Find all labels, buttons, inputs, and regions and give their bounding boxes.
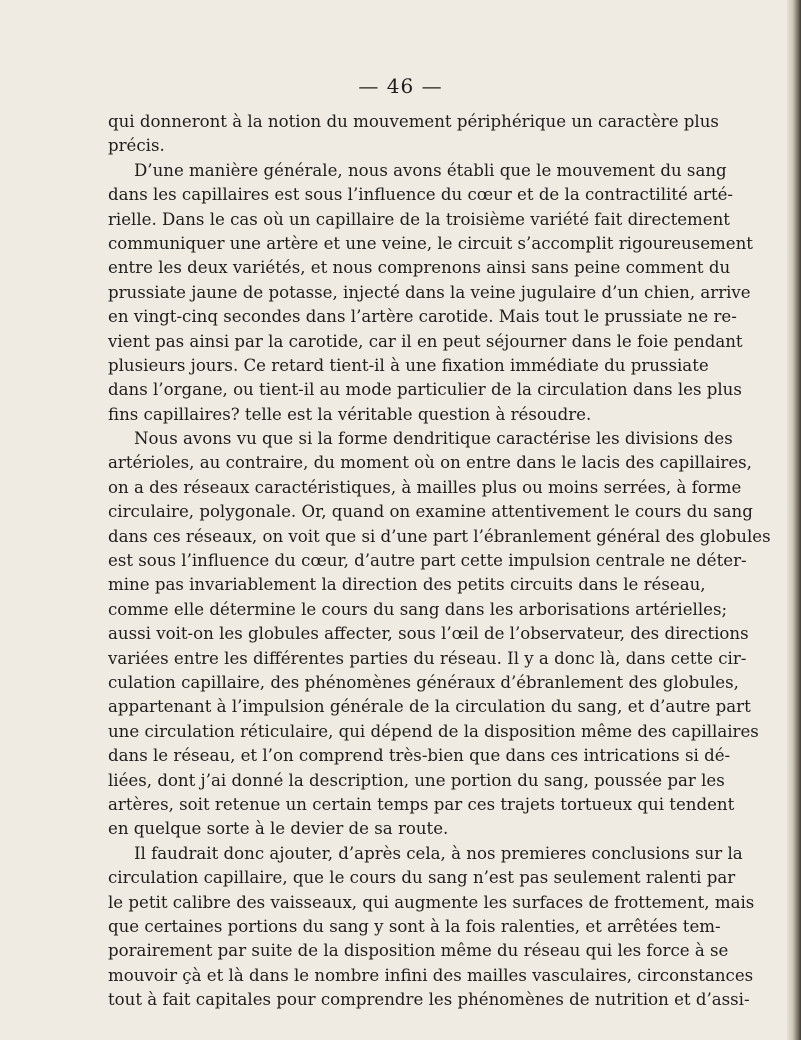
text-line: dans ces réseaux, on voit que si d’une part l’ébranlement général des globules [108, 526, 771, 546]
text-line: tout à fait capitales pour comprendre les phénomènes de nutrition et d’assi- [108, 990, 750, 1010]
text-line: mouvoir çà et là dans le nombre infini des mailles vasculaires, circonstances [108, 965, 754, 985]
text-line: est sous l’influence du cœur, d’autre part cette impulsion centrale ne déter- [108, 551, 747, 571]
text-line: artérioles, au contraire, du moment où on entre dans le lacis des capillaires, [108, 453, 752, 473]
text-line: plusieurs jours. Ce retard tient-il à une fixation immédiate du prussiate [108, 355, 709, 375]
text-line: précis. [108, 136, 165, 156]
text-line: en vingt-cinq secondes dans l’artère carotide. Mais tout le prussiate ne re- [108, 307, 737, 327]
text-line: dans le réseau, et l’on comprend très-bien que dans ces intrications si dé- [108, 746, 731, 766]
text-line: vient pas ainsi par la carotide, car il en peut séjourner dans le foie pendant [108, 331, 743, 351]
text-line: prussiate jaune de potasse, injecté dans la veine jugulaire d’un chien, arrive [108, 282, 751, 302]
text-line: comme elle détermine le cours du sang dans les arborisations artérielles; [108, 599, 728, 619]
text-line: appartenant à l’impulsion générale de la circulation du sang, et d’autre part [108, 697, 751, 717]
text-line: fins capillaires? telle est la véritable question à résoudre. [108, 404, 592, 424]
text-line: variées entre les différentes parties du réseau. Il y a donc là, dans cette cir- [108, 648, 747, 668]
text-line: rielle. Dans le cas où un capillaire de la troisième variété fait directement [108, 209, 730, 229]
text-line: Nous avons vu que si la forme dendritique caractérise les divisions des [134, 429, 733, 449]
text-line: on a des réseaux caractéristiques, à mailles plus ou moins serrées, à forme [108, 477, 742, 497]
page-number: — 46 — [358, 74, 443, 98]
text-line: culation capillaire, des phénomènes généraux d’ébranlement des globules, [108, 672, 739, 692]
text-line: circulaire, polygonale. Or, quand on examine attentivement le cours du sang [108, 502, 753, 522]
text-line: aussi voit-on les globules affecter, sous l’œil de l’observateur, des directions [108, 624, 749, 644]
text-line: communiquer une artère et une veine, le circuit s’accomplit rigoureusement [108, 233, 753, 253]
text-line: liées, dont j’ai donné la description, une portion du sang, poussée par les [108, 770, 725, 790]
text-line: une circulation réticulaire, qui dépend de la disposition même des capillaires [108, 721, 759, 741]
text-line: le petit calibre des vaisseaux, qui augmente les surfaces de frottement, mais [108, 892, 755, 912]
text-line: que certaines portions du sang y sont à la fois ralenties, et arrêtées tem- [108, 916, 721, 936]
page-edge-shadow [787, 0, 801, 1040]
text-line: artères, soit retenue un certain temps par ces trajets tortueux qui tendent [108, 794, 735, 814]
text-line: mine pas invariablement la direction des petits circuits dans le réseau, [108, 575, 706, 595]
text-line: D’une manière générale, nous avons établi que le mouvement du sang [134, 160, 727, 180]
text-line: Il faudrait donc ajouter, d’après cela, à nos premieres conclusions sur la [134, 843, 743, 863]
text-line: dans l’organe, ou tient-il au mode particulier de la circulation dans les plus [108, 380, 742, 400]
text-line: en quelque sorte à le devier de sa route. [108, 819, 449, 839]
text-line: dans les capillaires est sous l’influence du cœur et de la contractilité arté- [108, 185, 734, 205]
body-text [108, 110, 771, 1012]
text-line: qui donneront à la notion du mouvement périphérique un caractère plus [108, 112, 719, 131]
text-line: circulation capillaire, que le cours du sang n’est pas seulement ralenti par [108, 868, 736, 888]
text-line: entre les deux variétés, et nous comprenons ainsi sans peine comment du [108, 258, 731, 278]
text-line: porairement par suite de la disposition même du réseau qui les force à se [108, 941, 729, 961]
